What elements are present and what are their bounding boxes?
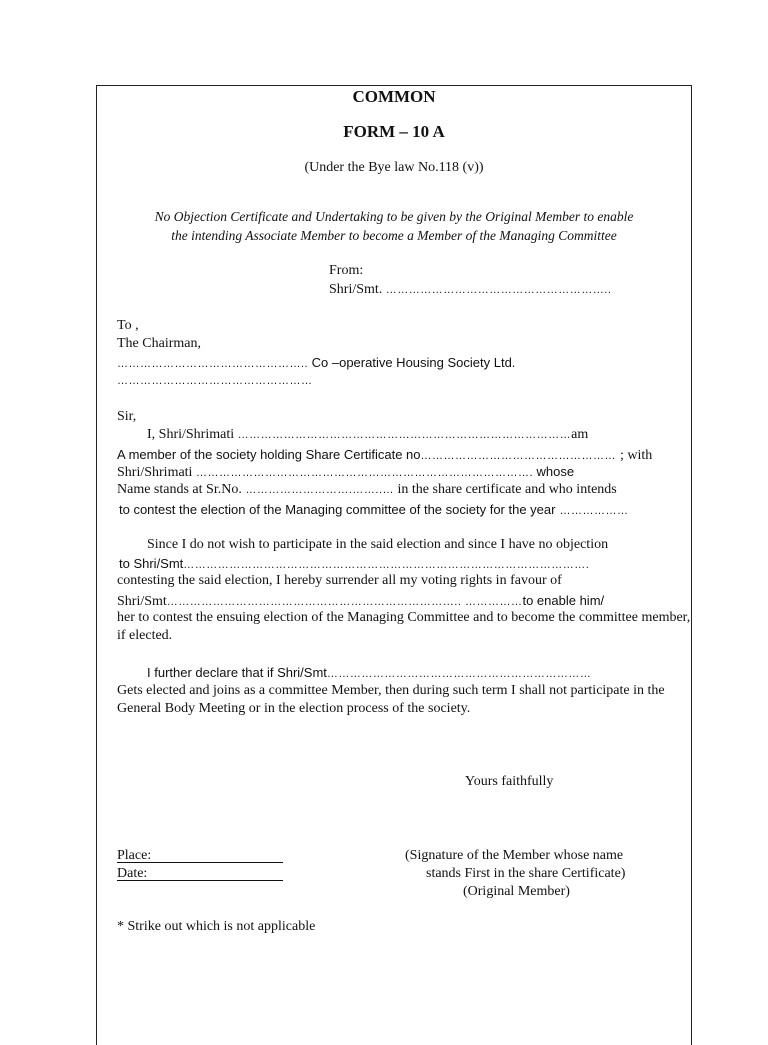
signature-caption-1: (Signature of the Member whose name: [405, 848, 624, 863]
candidate-name-line: [119, 555, 589, 573]
associate-name-suffix: whose: [536, 464, 575, 479]
share-certificate-line: [117, 446, 652, 464]
signature-caption-2: stands First in the share Certificate): [426, 866, 626, 881]
date-field: [117, 866, 283, 882]
no-objection-statement: Since I do not wish to participate in the said election and since I have no objection: [147, 537, 609, 552]
contest-statement: her to contest the ensuing election of the Managing Committee and to become the committee member,: [117, 610, 691, 625]
associate-name-line: [117, 464, 574, 481]
society-name-blank[interactable]: …………………………………………..: [117, 358, 309, 370]
favour-name-line: [117, 592, 604, 610]
to-label: To ,: [117, 318, 139, 333]
bye-law-reference: (Under the Bye law No.118 (v)): [304, 160, 484, 175]
footnote: * Strike out which is not applicable: [117, 919, 316, 934]
favour-name-suffix: to enable him/: [522, 593, 605, 608]
declaration-name-blank[interactable]: ……………………………………………………………: [326, 668, 592, 680]
date-label: Date:: [117, 866, 148, 881]
heading-common: COMMON: [352, 87, 436, 106]
from-name-prefix: Shri/Smt.: [329, 282, 383, 297]
serial-number-line: [117, 482, 617, 498]
date-input[interactable]: [117, 866, 283, 881]
subject-line-1: No Objection Certificate and Undertaking to be given by the Original Member to enable: [154, 209, 634, 224]
declaration-name-line: [147, 664, 591, 682]
declaration-statement-end: General Body Meeting or in the election process of the society.: [117, 701, 471, 716]
society-name-suffix: Co –operative Housing Society Ltd.: [311, 355, 516, 370]
candidate-name-blank[interactable]: …………………………………………………………………………………………….: [183, 559, 590, 571]
share-certificate-prefix: A member of the society holding Share Certificate no: [117, 447, 421, 462]
from-label: From:: [329, 263, 364, 278]
society-address-blank[interactable]: ……………………………………………: [117, 375, 313, 387]
heading-form-number: FORM – 10 A: [343, 122, 445, 141]
member-name-suffix: am: [571, 427, 589, 442]
member-name-line: [147, 427, 588, 443]
election-year-blank[interactable]: ………………: [559, 505, 629, 517]
share-certificate-suffix: ; with: [620, 448, 653, 463]
favour-name-blank[interactable]: ………………………………………………………………….. ……………: [166, 596, 523, 608]
place-label: Place:: [117, 848, 152, 863]
declaration-statement: Gets elected and joins as a committee Member, then during such term I shall not participate in the: [117, 683, 665, 698]
signature-caption-3: (Original Member): [463, 884, 570, 899]
member-name-blank[interactable]: ……………………………………………………………………………: [237, 429, 572, 441]
candidate-name-prefix: to Shri/Smt: [119, 556, 184, 571]
declaration-name-prefix: I further declare that if Shri/Smt: [147, 665, 327, 680]
place-input[interactable]: [117, 848, 283, 863]
society-address-line: [117, 373, 313, 389]
associate-name-prefix: Shri/Shrimati: [117, 465, 193, 480]
from-name-line: [329, 282, 611, 298]
yours-faithfully: Yours faithfully: [465, 774, 554, 789]
society-name-line: [117, 355, 515, 372]
salutation: Sir,: [117, 409, 137, 424]
if-elected-text: if elected.: [117, 628, 173, 643]
favour-name-prefix: Shri/Smt: [117, 594, 167, 609]
election-year-line: [119, 501, 628, 519]
share-certificate-blank[interactable]: ……………………………………………: [420, 450, 616, 462]
surrender-rights-statement: contesting the said election, I hereby surrender all my voting rights in favour of: [117, 573, 562, 588]
serial-number-suffix: in the share certificate and who intends: [397, 482, 617, 497]
form-page: [96, 85, 692, 1045]
chairman-label: The Chairman,: [117, 336, 201, 351]
place-field: [117, 848, 283, 864]
election-year-prefix: to contest the election of the Managing committee of the society for the year: [119, 502, 556, 517]
associate-name-blank[interactable]: …………………………………………………………………………….: [195, 467, 534, 479]
serial-number-prefix: Name stands at Sr.No.: [117, 482, 242, 497]
subject-line-2: the intending Associate Member to become a Member of the Managing Committee: [171, 228, 617, 243]
member-name-prefix: I, Shri/Shrimati: [147, 427, 235, 442]
from-name-blank[interactable]: …………………………………………………..: [385, 284, 612, 296]
serial-number-blank[interactable]: ……………………….……..…: [245, 484, 394, 496]
